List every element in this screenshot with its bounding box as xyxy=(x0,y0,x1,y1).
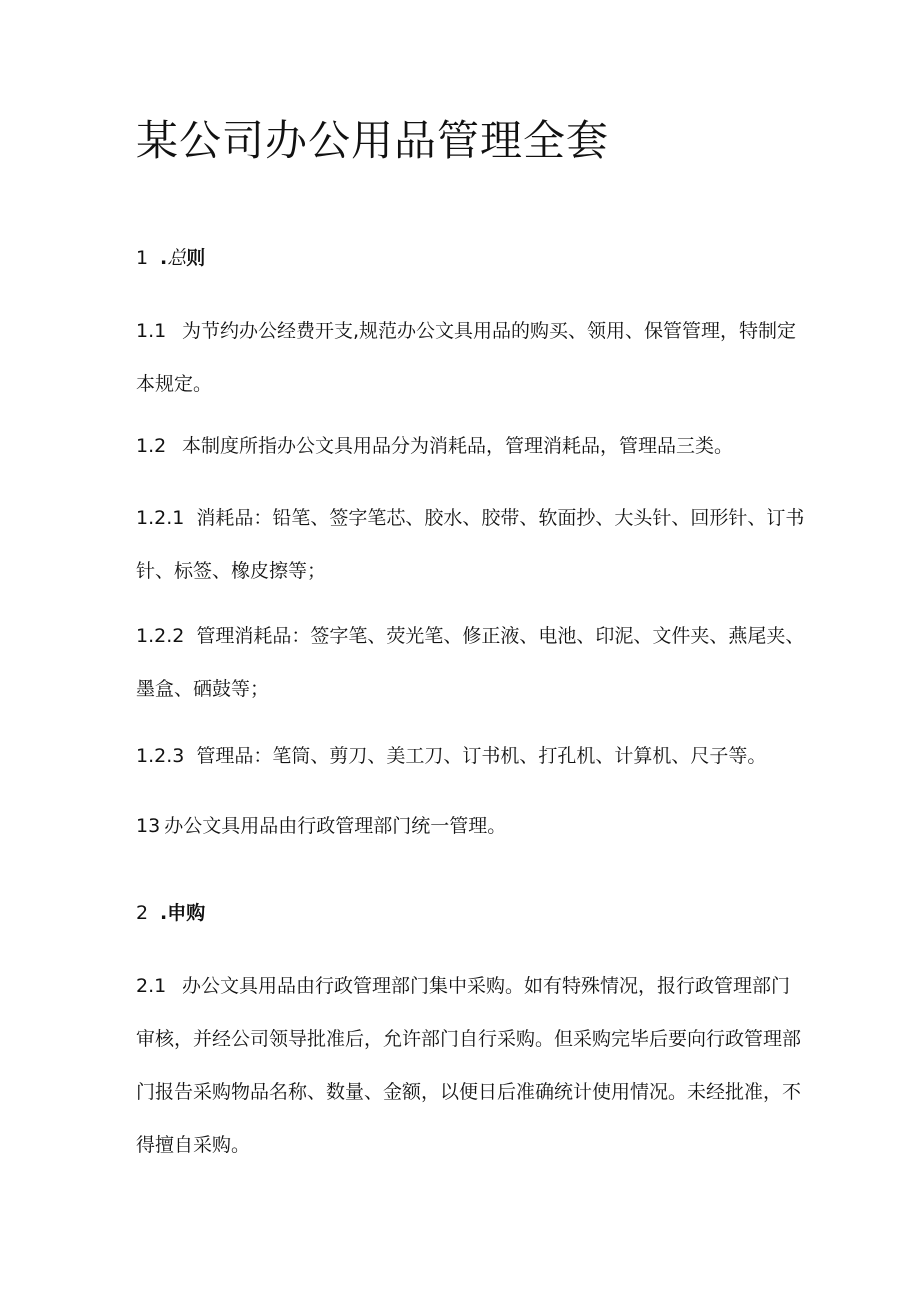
clause-text: 办公文具用品由行政管理部门集中采购。如有特殊情况，报行政管理部门审核，并经公司领导批准后，允许部门自行采购。但采购完毕后要向行政管理部门报告采购物品名称、数量、金额，以便日后准确统计使用情况。未经批准，不得擅自采购。 xyxy=(136,975,802,1156)
section-heading-2 xyxy=(136,898,205,925)
section-label: .申购 xyxy=(160,902,206,924)
clause-text: 本制度所指办公文具用品分为消耗品，管理消耗品，管理品三类。 xyxy=(182,435,734,457)
clause-text: 办公文具用品由行政管理部门统一管理。 xyxy=(164,815,507,837)
paragraph-1-2 xyxy=(136,420,806,473)
clause-number: 2.1 xyxy=(136,975,167,997)
clause-number: 1.2.2 xyxy=(136,625,185,647)
paragraph-1-2-3 xyxy=(136,730,806,783)
section-heading-1 xyxy=(136,243,205,270)
section-number: 1 xyxy=(136,247,149,269)
clause-number: 13 xyxy=(136,815,161,837)
clause-text: 消耗品：铅笔、签字笔芯、胶水、胶带、软面抄、大头针、回形针、订书针、标签、橡皮擦等； xyxy=(136,507,805,582)
clause-number: 1.2.1 xyxy=(136,507,185,529)
paragraph-1-2-1 xyxy=(136,492,806,598)
document-title: 某公司办公用品管理全套 xyxy=(136,116,610,165)
clause-text: 管理消耗品：签字笔、荧光笔、修正液、电池、印泥、文件夹、燕尾夹、墨盒、硒鼓等； xyxy=(136,625,805,700)
clause-number: 1.1 xyxy=(136,320,167,342)
section-number: 2 xyxy=(136,902,149,924)
paragraph-1-1 xyxy=(136,305,806,411)
clause-number: 1.2 xyxy=(136,435,167,457)
clause-number: 1.2.3 xyxy=(136,745,185,767)
clause-text: 为节约办公经费开支,规范办公文具用品的购买、领用、保管管理，特制定本规定。 xyxy=(136,320,797,395)
paragraph-2-1 xyxy=(136,960,806,1172)
paragraph-1-3 xyxy=(136,800,806,853)
paragraph-1-2-2 xyxy=(136,610,806,716)
section-label: .总则 xyxy=(160,247,206,269)
clause-text: 管理品：笔筒、剪刀、美工刀、订书机、打孔机、计算机、尺子等。 xyxy=(196,745,767,767)
